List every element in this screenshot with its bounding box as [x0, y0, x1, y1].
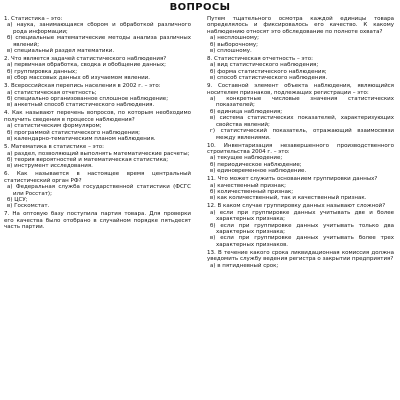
answer-option: б) единица наблюдения;	[210, 108, 283, 115]
answer-option: а) текущее наблюдение;	[210, 155, 283, 162]
question-number: 7.	[4, 211, 10, 218]
question-item	[4, 56, 191, 82]
answer-option: г) статистический показатель, отражающий взаимосвязи между явлениями.	[210, 128, 394, 141]
answer-option: в) инструмент исследования.	[7, 163, 93, 170]
answer-option: а) несплошному;	[210, 35, 259, 42]
question-number: 12.	[207, 203, 216, 210]
question-number: 11.	[207, 176, 216, 183]
question-text	[4, 110, 191, 123]
question-label: Как называют перечень вопросов, по которым необходимо получить сведения в процессе наблюдения?	[4, 110, 192, 123]
answer-option: а) в пятидневный срок;	[210, 262, 279, 269]
question-number: 10.	[207, 142, 216, 149]
question-item	[207, 56, 394, 82]
question-number: 3.	[4, 83, 10, 90]
answer-option: а) вид статистического наблюдения;	[210, 62, 319, 69]
question-number: 2.	[4, 56, 10, 63]
question-label: В каком случае группировку данных называют сложной?	[217, 203, 386, 210]
answer-option: б) периодическое наблюдение;	[210, 161, 302, 168]
question-item	[207, 176, 394, 202]
question-label: Математика в статистике – это:	[11, 144, 105, 151]
question-label: Как называется в настоящее время центральный статистический орган РФ?	[4, 171, 192, 184]
question-item	[207, 83, 394, 141]
answer-option: б) теория вероятностей и математическая статистика;	[7, 156, 169, 163]
answer-option: в) Госкомстат.	[7, 203, 50, 210]
question-number: 1.	[4, 16, 10, 22]
answer-option: б) количественный признак;	[210, 188, 294, 195]
question-label: Путем тщательного осмотра каждой единицы товара определялось и фиксировалось его качество. К какому наблюдению относят это обследование по полноте охвата?	[207, 16, 394, 35]
question-label: Статистика – это:	[11, 16, 63, 22]
question-item	[207, 16, 394, 54]
answer-option: а) Федеральная служба государственной статистики (ФСГС или Росстат);	[7, 184, 191, 197]
answer-option: в) система статистических показателей, характеризующих свойства явлений;	[210, 115, 394, 128]
question-label: Статистическая отчетность – это:	[214, 56, 313, 63]
question-number: 13.	[207, 249, 216, 256]
left-column	[4, 16, 191, 232]
answer-option: б) специальные математические методы анализа различных явлений;	[7, 35, 191, 48]
answer-option: б) специально организованное сплошное наблюдение;	[7, 96, 169, 103]
question-text	[207, 250, 394, 263]
question-label: Что может служить основанием группировки данных?	[217, 176, 378, 183]
answer-option: б) выборочному;	[210, 41, 258, 48]
answer-option: а) качественный признак;	[210, 182, 287, 189]
question-number: 8.	[207, 56, 213, 63]
question-text	[4, 171, 191, 184]
answer-option: б) ЦСУ;	[7, 196, 28, 203]
answer-option: б) если при группировке данных учитывать только два характерных признака;	[210, 222, 394, 235]
question-item	[4, 83, 191, 109]
answer-option: а) конкретные числовые значения статистических показателей;	[210, 96, 394, 109]
question-text	[207, 143, 394, 156]
answer-option: в) если при группировке данных учитывать более трех характерных признаков.	[210, 235, 394, 248]
question-item	[4, 211, 191, 230]
answer-option: а) первичная обработка, сводка и обобщение данных;	[7, 62, 166, 69]
question-label: Составной элемент объекта наблюдения, являющийся носителем признаков, подлежащих регистрации – это:	[207, 83, 394, 96]
answer-option: в) календарно-тематическим планом наблюдения.	[7, 136, 156, 143]
answer-option: а) статистическая отчетность;	[7, 89, 97, 96]
question-label: Что является задачей статистического наблюдения?	[11, 56, 167, 63]
question-text	[207, 16, 394, 35]
answer-option: а) раздел, позволяющий выполнять математические расчеты;	[7, 150, 190, 157]
answer-option: в) способ статистического наблюдения.	[210, 75, 328, 82]
answer-option: а) статистическим формуляром;	[7, 123, 102, 130]
question-item	[4, 171, 191, 209]
question-text	[207, 203, 394, 209]
right-column	[207, 16, 394, 271]
question-text	[207, 83, 394, 96]
question-text	[4, 211, 191, 230]
question-number: 5.	[4, 144, 10, 151]
answer-option: в) как количественный, так и качественный признак.	[210, 195, 367, 202]
question-item	[4, 16, 191, 54]
answer-option: а) если при группировке данных учитывать две и более характерных признака;	[210, 209, 394, 223]
question-label: На оптовую базу поступила партия товара. Для проверки его качества было отобрано в случайном порядке пятьдесят часть партии.	[4, 211, 191, 231]
question-text	[207, 176, 394, 182]
answer-option: в) анкетный способ статистического наблюдения.	[7, 102, 155, 109]
question-label: В течение какого срока ликвидационная комиссия должна уведомить службу ведения регистра о закрытии предприятия?	[207, 249, 394, 263]
page-title: ВОПРОСЫ	[169, 2, 231, 13]
question-item	[207, 143, 394, 175]
question-label: Инвентаризация незавершенного производственного строительства 2004 г. – это:	[207, 142, 395, 155]
answer-option: в) единовременное наблюдение.	[210, 168, 307, 175]
question-label: Всероссийская перепись населения в 2002 г. – это:	[11, 83, 161, 90]
question-item	[4, 110, 191, 142]
answer-option: б) программой статистического наблюдения;	[7, 129, 141, 136]
question-number: 4.	[4, 110, 10, 117]
question-number: 6.	[4, 171, 10, 178]
question-item	[4, 144, 191, 170]
answer-option: в) специальный раздел математики.	[7, 48, 115, 55]
question-number: 9.	[207, 83, 213, 90]
answer-option: а) наука, занимающаяся сбором и обработкой различного рода информации;	[7, 22, 191, 35]
answer-option: б) группировка данных;	[7, 68, 78, 75]
question-item	[207, 250, 394, 269]
answer-option: в) сплошному.	[210, 48, 252, 55]
answer-option: б) форма статистического наблюдения;	[210, 68, 327, 75]
question-item	[207, 203, 394, 248]
answer-option: в) сбор массовых данных об изучаемом явлении.	[7, 75, 151, 82]
